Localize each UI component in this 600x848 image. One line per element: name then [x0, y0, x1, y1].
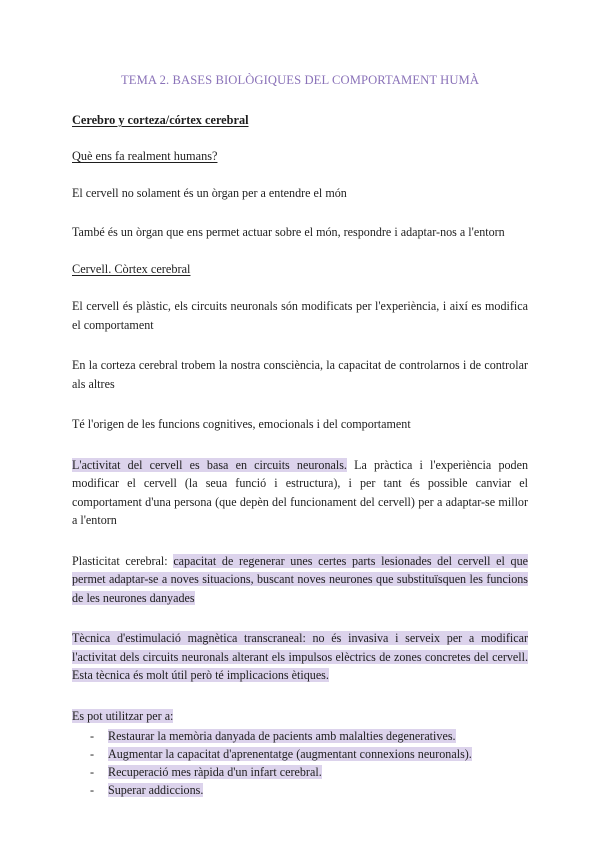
paragraph-6-rest: La pràctica i l'experiència poden modificar el cervell (la seua funció i estructura), i per tant és possible canviar el comportament d'una persona (que depèn del funcionament del cervell) per a adaptar-se millor a l'entorn [72, 457, 528, 527]
section-heading-cervell: Cervell. Còrtex cerebral [72, 262, 191, 276]
paragraph-5: Té l'origen de les funcions cognitives, emocionals i del comportament [72, 417, 411, 431]
highlight-tecnica: Tècnica d'estimulació magnètica transcraneal: no és invasiva i serveix per a modificar l'activitat dels circuits neuronals alterant els impulsos elèctrics de zones concretes del cervell. Esta tècnica és molt útil però té implicacions ètiques. [72, 631, 528, 682]
paragraph-1: El cervell no solament és un òrgan per a entendre el món [72, 186, 347, 200]
document-title: TEMA 2. BASES BIOLÒGIQUES DEL COMPORTAMENT HUMÀ [120, 73, 480, 87]
section-heading-cerebro: Cerebro y corteza/córtex cerebral [72, 113, 249, 127]
list-item-text: Restaurar la memòria danyada de pacients amb malalties degeneratives. [108, 729, 456, 743]
list-item-text: Augmentar la capacitat d'aprenentatge (augmentant connexions neuronals). [108, 747, 472, 761]
dash-bullet: - [90, 729, 95, 743]
paragraph-6 [72, 456, 528, 530]
list-item-text: Superar addiccions. [108, 783, 204, 797]
dash-bullet: - [90, 783, 95, 797]
paragraph-tecnica [72, 629, 528, 685]
question-heading: Què ens fa realment humans? [72, 149, 218, 163]
plasticitat-label: Plasticitat cerebral: [72, 553, 174, 568]
paragraph-3: El cervell és plàstic, els circuits neuronals són modificats per l'experiència, i així es modifica el comportament [72, 299, 528, 332]
list-item [90, 781, 528, 799]
dash-bullet: - [90, 747, 95, 761]
dash-bullet: - [90, 765, 95, 779]
highlight-circuits: L'activitat del cervell es basa en circuits neuronals. [72, 457, 347, 472]
paragraph-2: També és un òrgan que ens permet actuar sobre el món, respondre i adaptar-nos a l'entorn [72, 224, 505, 239]
list-item-text: Recuperació mes ràpida d'un infart cerebral. [108, 765, 322, 779]
paragraph-4: En la corteza cerebral trobem la nostra consciència, la capacitat de controlarnos i de controlar als altres [72, 358, 528, 391]
uses-intro [72, 707, 528, 726]
uses-list [72, 727, 528, 799]
highlight-uses-intro: Es pot utilitzar per a: [72, 708, 174, 723]
list-item [90, 727, 528, 745]
paragraph-plasticitat [72, 552, 528, 608]
list-item [90, 745, 528, 763]
highlight-plasticitat: capacitat de regenerar unes certes parts lesionades del cervell el que permet adaptar-se a noves situacions, buscant noves neurones que substituïsquen les funcions de les neurones danyades [72, 553, 529, 605]
list-item [90, 763, 528, 781]
